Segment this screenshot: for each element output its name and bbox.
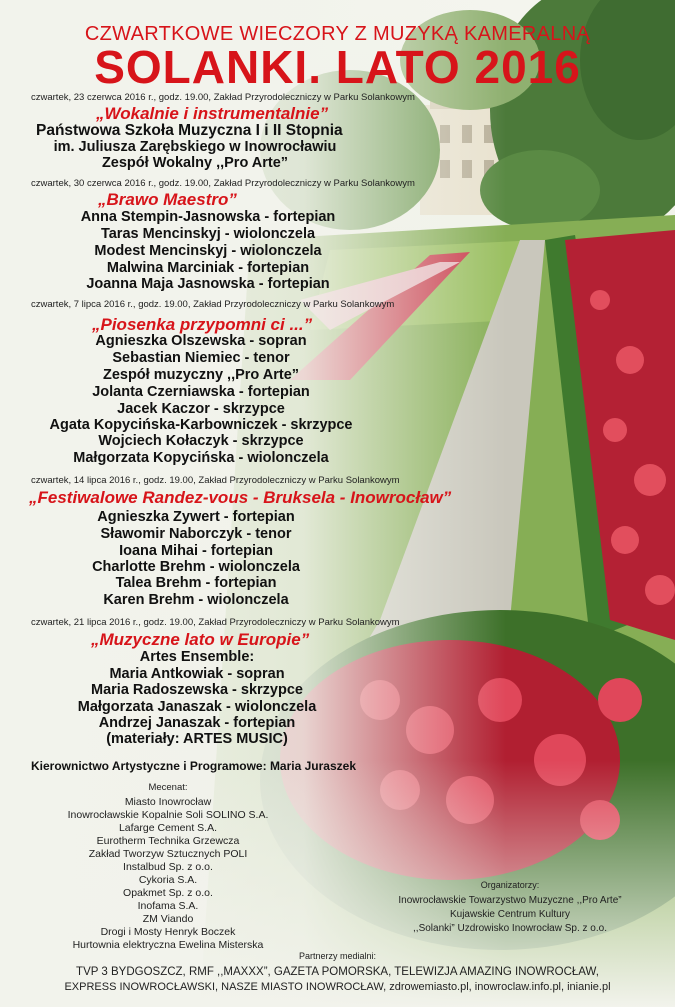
event-5-info: czwartek, 21 lipca 2016 r., godz. 19.00, Zakład Przyrodoleczniczy w Parku Solankowym: [31, 617, 400, 628]
event-3-title: „Piosenka przypomni ci ...”: [92, 315, 313, 334]
event-1-title: „Wokalnie i instrumentalnie”: [96, 104, 329, 123]
event-3-performer: Jolanta Czerniawska - fortepian: [92, 384, 310, 400]
sponsor-item: ZM Viando: [142, 913, 194, 925]
event-2-performer: Malwina Marciniak - fortepian: [106, 260, 310, 276]
event-5-performer: Andrzej Janaszak - fortepian: [98, 715, 296, 731]
sponsor-item: Eurotherm Technika Grzewcza: [96, 835, 240, 847]
sponsor-item: Lafarge Cement S.A.: [118, 822, 218, 834]
event-3-performer: Wojciech Kołaczyk - skrzypce: [98, 433, 304, 449]
event-2-performer: Taras Mencinskyj - wiolonczela: [100, 226, 316, 242]
sponsor-item: Inowrocławskie Kopalnie Soli SOLINO S.A.: [67, 809, 269, 821]
event-5-performer: Małgorzata Janaszak - wiolonczela: [77, 699, 317, 715]
sponsor-item: Zakład Tworzyw Sztucznych POLI: [88, 848, 248, 860]
sponsor-item: Inofama S.A.: [137, 900, 199, 912]
event-2-performer: Joanna Maja Jasnowska - fortepian: [86, 276, 330, 292]
sponsor-item: Instalbud Sp. z o.o.: [123, 861, 213, 873]
media-partners-line: TVP 3 BYDGOSZCZ, RMF ,,MAXXX”, GAZETA POMORSKA, TELEWIZJA AMAZING INOWROCŁAW,: [76, 966, 599, 978]
event-3-performer: Agata Kopycińska-Karbowniczek - skrzypce: [49, 417, 353, 433]
organizer-item: Kujawskie Centrum Kultury: [449, 909, 571, 920]
artistic-direction: Kierownictwo Artystyczne i Programowe: Maria Juraszek: [31, 759, 356, 773]
event-3-performer: Jacek Kaczor - skrzypce: [117, 401, 285, 417]
media-partners-label: Partnerzy medialni:: [298, 951, 377, 961]
event-3-performer: Małgorzata Kopycińska - wiolonczela: [73, 450, 329, 466]
event-3-performer: Agnieszka Olszewska - sopran: [95, 333, 307, 349]
event-1-performer: Państwowa Szkoła Muzyczna I i II Stopnia: [36, 122, 343, 139]
sponsor-item: Drogi i Mosty Henryk Boczek: [100, 926, 236, 938]
event-4-performer: Ioana Mihai - fortepian: [119, 543, 273, 559]
event-2-performer: Modest Mencinskyj - wiolonczela: [94, 243, 322, 259]
event-2-info: czwartek, 30 czerwca 2016 r., godz. 19.00, Zakład Przyrodoleczniczy w Parku Solankowym: [31, 178, 415, 189]
event-3-performer: Sebastian Niemiec - tenor: [112, 350, 290, 366]
event-4-title: „Festiwalowe Randez-vous - Bruksela - Inowrocław”: [29, 488, 452, 507]
sponsor-item: Miasto Inowrocław: [124, 796, 212, 808]
event-5-performer: Maria Antkowiak - sopran: [109, 666, 285, 682]
organizers-label: Organizatorzy:: [480, 880, 540, 890]
poster-title: SOLANKI. LATO 2016: [94, 41, 581, 93]
media-partners-line: EXPRESS INOWROCŁAWSKI, NASZE MIASTO INOWROCŁAW, zdrowemiasto.pl, inowroclaw.info.pl, inianie.pl: [64, 981, 611, 993]
sponsor-item: Opakmet Sp. z o.o.: [123, 887, 213, 899]
event-4-info: czwartek, 14 lipca 2016 r., godz. 19.00, Zakład Przyrodoleczniczy w Parku Solankowym: [31, 475, 400, 486]
event-2-performer: Anna Stempin-Jasnowska - fortepian: [80, 209, 336, 225]
event-4-performer: Charlotte Brehm - wiolonczela: [92, 559, 300, 575]
organizer-item: ,,Solanki” Uzdrowisko Inowrocław Sp. z o.o.: [413, 923, 607, 934]
series-subtitle: CZWARTKOWE WIECZORY Z MUZYKĄ KAMERALNĄ: [84, 23, 591, 45]
sponsor-item: Cykoria S.A.: [138, 874, 198, 886]
event-2-title: „Brawo Maestro”: [98, 190, 237, 209]
event-5-performer: (materiały: ARTES MUSIC): [106, 731, 288, 747]
event-5-title: „Muzyczne lato w Europie”: [91, 630, 310, 649]
organizer-item: Inowrocławskie Towarzystwo Muzyczne ,,Pro Arte”: [398, 895, 622, 906]
event-5-performer: Artes Ensemble:: [139, 649, 255, 665]
event-3-performer: Zespół muzyczny ,,Pro Arte”: [102, 367, 300, 383]
event-4-performer: Sławomir Naborczyk - tenor: [100, 526, 292, 542]
event-4-performer: Agnieszka Zywert - fortepian: [97, 509, 295, 525]
event-1-info: czwartek, 23 czerwca 2016 r., godz. 19.00, Zakład Przyrodoleczniczy w Parku Solankowym: [31, 92, 415, 103]
event-4-performer: Karen Brehm - wiolonczela: [103, 592, 289, 608]
event-3-info: czwartek, 7 lipca 2016 r., godz. 19.00, Zakład Przyrodoleczniczy w Parku Solankowym: [31, 299, 395, 310]
sponsors-label: Mecenat:: [148, 782, 188, 793]
event-4-performer: Talea Brehm - fortepian: [115, 575, 277, 591]
event-1-performer: Zespół Wokalny ,,Pro Arte”: [101, 155, 289, 171]
event-1-performer: im. Juliusza Zarębskiego w Inowrocławiu: [53, 139, 337, 155]
event-5-performer: Maria Radoszewska - skrzypce: [91, 682, 303, 698]
sponsor-item: Hurtownia elektryczna Ewelina Misterska: [72, 939, 264, 951]
